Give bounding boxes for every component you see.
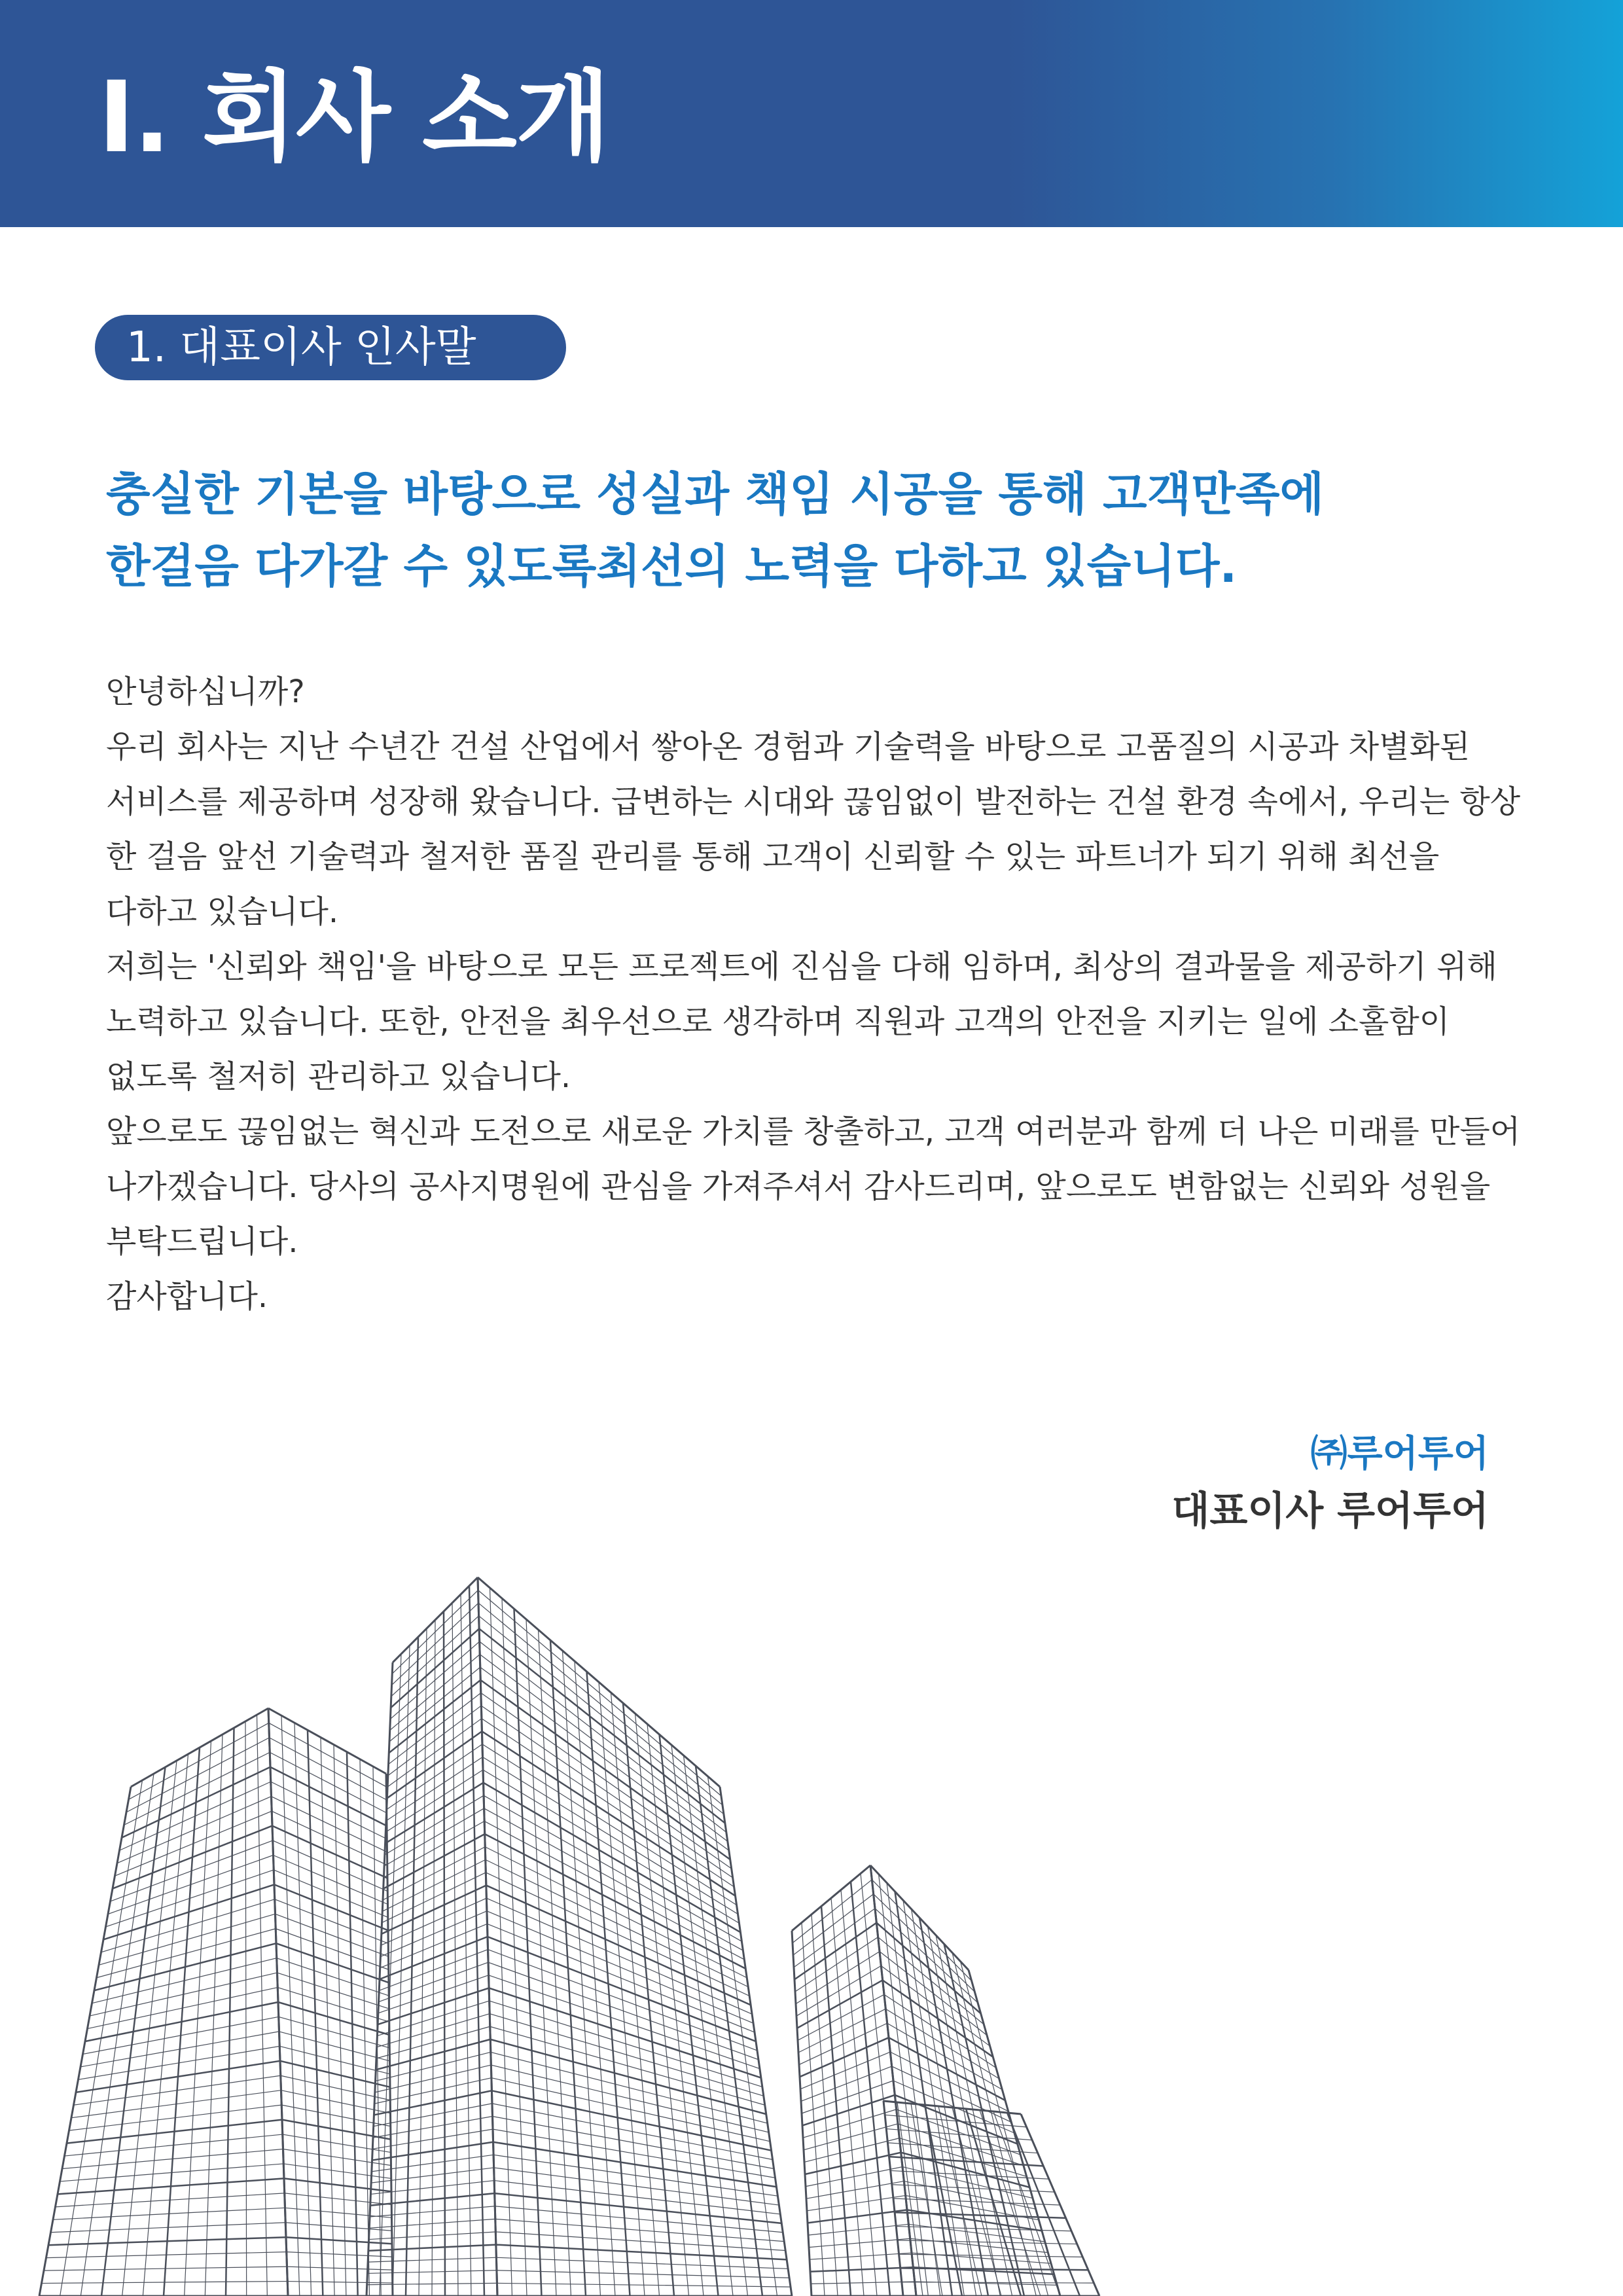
header-band [0, 0, 1623, 227]
body-line: 안녕하십니까? [106, 673, 305, 710]
body-line: 저희는 '신뢰와 책임'을 바탕으로 모든 프로젝트에 진심을 다해 임하며, 최상의 결과물을 제공하기 위해 [106, 948, 1497, 985]
body-line: 감사합니다. [106, 1278, 268, 1315]
headline-line: 한걸음 다가갈 수 있도록최선의 노력을 다하고 있습니다. [106, 539, 1238, 593]
company-name: ㈜루어투어 [1310, 1433, 1489, 1475]
section-heading-label: 1. 대표이사 인사말 [126, 323, 476, 372]
body-line: 노력하고 있습니다. 또한, 안전을 최우선으로 생각하며 직원과 고객의 안전을 지키는 일에 소홀함이 [106, 1003, 1450, 1040]
body-line: 부탁드립니다. [106, 1223, 298, 1260]
body-line: 다하고 있습니다. [106, 893, 339, 930]
body-line: 나가겠습니다. 당사의 공사지명원에 관심을 가져주셔서 감사드리며, 앞으로도 변함없는 신뢰와 성원을 [106, 1168, 1491, 1205]
ceo-signature: 대표이사 루어투어 [1171, 1488, 1489, 1534]
headline-line: 충실한 기본을 바탕으로 성실과 책임 시공을 통해 고객만족에 [106, 467, 1325, 521]
signature-block [1171, 1427, 1489, 1541]
body-line: 한 걸음 앞선 기술력과 철저한 품질 관리를 통해 고객이 신뢰할 수 있는 파트너가 되기 위해 최선을 [106, 838, 1440, 875]
section-heading-pill [95, 315, 566, 380]
body-line: 없도록 철저히 관리하고 있습니다. [106, 1058, 571, 1095]
headline [106, 458, 1546, 602]
body-line: 서비스를 제공하며 성장해 왔습니다. 급변하는 시대와 끊임없이 발전하는 건설 환경 속에서, 우리는 항상 [106, 783, 1521, 820]
building-line-art-icon [0, 1564, 1623, 2296]
page-title: I. 회사 소개 [98, 61, 609, 175]
body-line: 우리 회사는 지난 수년간 건설 산업에서 쌓아온 경험과 기술력을 바탕으로 고품질의 시공과 차별화된 [106, 728, 1471, 765]
greeting-body [106, 664, 1521, 1324]
body-line: 앞으로도 끊임없는 혁신과 도전으로 새로운 가치를 창출하고, 고객 여러분과 함께 더 나은 미래를 만들어 [106, 1113, 1521, 1150]
